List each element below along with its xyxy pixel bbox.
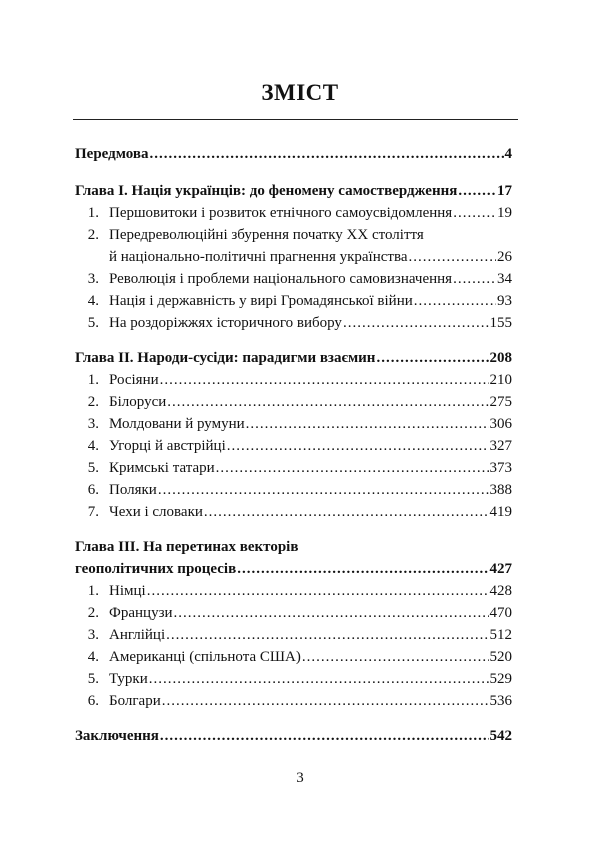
dot-leader bbox=[166, 624, 488, 646]
toc-entry-label: Болгари bbox=[109, 693, 161, 709]
toc-entry[interactable] bbox=[75, 224, 512, 246]
toc-entry-page: 536 bbox=[489, 693, 512, 709]
toc-entry-label: Білоруси bbox=[109, 394, 167, 410]
dot-leader bbox=[343, 312, 489, 334]
dot-leader bbox=[227, 435, 489, 457]
toc-entry-number: 3. bbox=[87, 627, 99, 643]
toc-entry[interactable] bbox=[75, 312, 512, 334]
toc-entry-number: 1. bbox=[87, 205, 99, 221]
toc-entry-page: 388 bbox=[489, 482, 512, 498]
toc-entry-page: 470 bbox=[489, 605, 512, 621]
toc-entry[interactable] bbox=[75, 202, 512, 224]
toc-entry[interactable] bbox=[75, 580, 512, 602]
toc-entry-label: Кримські татари bbox=[109, 460, 215, 476]
toc-entry-page: 17 bbox=[497, 183, 512, 199]
toc-chapter-title: Глава ІІІ. На перетинах векторів bbox=[75, 539, 299, 555]
toc-entry-label: Турки bbox=[109, 671, 148, 687]
dot-leader bbox=[149, 668, 489, 690]
toc-chapter-1[interactable] bbox=[75, 180, 512, 202]
toc-entry-number: 5. bbox=[87, 671, 99, 687]
dot-leader bbox=[149, 143, 503, 165]
toc-entry-number: 2. bbox=[87, 394, 99, 410]
toc-entry-label: Угорці й австрійці bbox=[109, 438, 226, 454]
toc-entry-page: 427 bbox=[489, 561, 512, 577]
toc-chapter-title: геополітичних процесів bbox=[75, 561, 237, 577]
toc-entry-label: Першовитоки і розвиток етнічного самоусвідомлення bbox=[109, 205, 453, 221]
toc-entry-label: Німці bbox=[109, 583, 146, 599]
toc-entry[interactable] bbox=[75, 413, 512, 435]
toc-entry-continuation[interactable] bbox=[75, 246, 512, 268]
toc-entry-label: Чехи і словаки bbox=[109, 504, 203, 520]
dot-leader bbox=[158, 479, 489, 501]
toc-entry[interactable] bbox=[75, 602, 512, 624]
toc-entry-label: Передреволюційні збурення початку ХХ століття bbox=[109, 227, 424, 243]
toc-entry-page: 419 bbox=[489, 504, 512, 520]
toc-chapter-3[interactable] bbox=[75, 536, 512, 558]
toc-entry-conclusion[interactable] bbox=[75, 725, 512, 747]
toc-entry-label: Нація і державність у вирі Громадянської війни bbox=[109, 293, 413, 309]
toc-entry-page: 26 bbox=[497, 249, 512, 265]
toc-entry[interactable] bbox=[75, 646, 512, 668]
toc-entry-label: Американці (спільнота США) bbox=[109, 649, 301, 665]
toc-chapter-3-continuation[interactable] bbox=[75, 558, 512, 580]
toc-entry[interactable] bbox=[75, 690, 512, 712]
table-of-contents bbox=[75, 143, 512, 747]
toc-entry-number: 2. bbox=[87, 227, 99, 243]
toc-entry-page: 93 bbox=[497, 293, 512, 309]
toc-entry-label: Англійці bbox=[109, 627, 166, 643]
dot-leader bbox=[204, 501, 489, 523]
dot-leader bbox=[453, 202, 496, 224]
dot-leader bbox=[162, 690, 489, 712]
toc-chapter-title: Глава ІІ. Народи-сусіди: парадигми взаємин bbox=[75, 350, 376, 366]
dot-leader bbox=[160, 725, 489, 747]
page-number: 3 bbox=[296, 770, 304, 786]
toc-entry[interactable] bbox=[75, 435, 512, 457]
dot-leader bbox=[216, 457, 489, 479]
toc-entry-number: 4. bbox=[87, 438, 99, 454]
toc-entry-page: 520 bbox=[489, 649, 512, 665]
toc-entry[interactable] bbox=[75, 268, 512, 290]
toc-entry-page: 275 bbox=[489, 394, 512, 410]
dot-leader bbox=[147, 580, 489, 602]
toc-entry[interactable] bbox=[75, 369, 512, 391]
dot-leader bbox=[160, 369, 489, 391]
dot-leader bbox=[453, 268, 496, 290]
toc-entry-page: 529 bbox=[489, 671, 512, 687]
dot-leader bbox=[167, 391, 488, 413]
toc-entry-page: 373 bbox=[489, 460, 512, 476]
toc-entry-page: 19 bbox=[497, 205, 512, 221]
toc-entry-number: 3. bbox=[87, 271, 99, 287]
toc-entry-preface[interactable] bbox=[75, 143, 512, 165]
toc-entry-number: 3. bbox=[87, 416, 99, 432]
dot-leader bbox=[376, 347, 488, 369]
toc-entry[interactable] bbox=[75, 668, 512, 690]
toc-entry[interactable] bbox=[75, 290, 512, 312]
toc-entry-page: 34 bbox=[497, 271, 512, 287]
toc-entry-number: 7. bbox=[87, 504, 99, 520]
toc-entry-label: Поляки bbox=[109, 482, 157, 498]
toc-entry-label: Молдовани й румуни bbox=[109, 416, 245, 432]
toc-entry-label: Передмова bbox=[75, 146, 149, 162]
toc-entry-page: 4 bbox=[504, 146, 512, 162]
page-title: ЗМІСТ bbox=[261, 80, 339, 105]
dot-leader bbox=[458, 180, 496, 202]
toc-entry-page: 208 bbox=[489, 350, 512, 366]
toc-entry-page: 155 bbox=[489, 315, 512, 331]
toc-entry[interactable] bbox=[75, 501, 512, 523]
toc-entry-page: 306 bbox=[489, 416, 512, 432]
toc-chapter-title: Глава І. Нація українців: до феномену самоствердження bbox=[75, 183, 458, 199]
toc-entry-number: 1. bbox=[87, 583, 99, 599]
toc-entry[interactable] bbox=[75, 479, 512, 501]
toc-entry-number: 1. bbox=[87, 372, 99, 388]
toc-entry-label: Французи bbox=[109, 605, 173, 621]
toc-entry[interactable] bbox=[75, 624, 512, 646]
dot-leader bbox=[409, 246, 497, 268]
toc-entry-page: 210 bbox=[489, 372, 512, 388]
toc-entry-number: 6. bbox=[87, 693, 99, 709]
dot-leader bbox=[246, 413, 489, 435]
toc-entry-page: 327 bbox=[489, 438, 512, 454]
toc-entry-number: 2. bbox=[87, 605, 99, 621]
dot-leader bbox=[414, 290, 496, 312]
toc-entry-page: 428 bbox=[489, 583, 512, 599]
title-divider bbox=[73, 119, 518, 120]
toc-entry-number: 5. bbox=[87, 460, 99, 476]
toc-entry-label: й національно-політичні прагнення українства bbox=[109, 249, 408, 265]
toc-entry[interactable] bbox=[75, 457, 512, 479]
toc-entry-number: 4. bbox=[87, 649, 99, 665]
dot-leader bbox=[237, 558, 488, 580]
toc-entry-number: 6. bbox=[87, 482, 99, 498]
toc-entry-label: Росіяни bbox=[109, 372, 159, 388]
toc-entry-page: 512 bbox=[489, 627, 512, 643]
toc-entry-number: 4. bbox=[87, 293, 99, 309]
toc-entry[interactable] bbox=[75, 391, 512, 413]
dot-leader bbox=[302, 646, 489, 668]
toc-entry-page: 542 bbox=[489, 728, 512, 744]
toc-entry-label: Заключення bbox=[75, 728, 159, 744]
dot-leader bbox=[174, 602, 489, 624]
toc-entry-label: На роздоріжжях історичного вибору bbox=[109, 315, 342, 331]
toc-chapter-2[interactable] bbox=[75, 347, 512, 369]
toc-entry-label: Революція і проблеми національного самовизначення bbox=[109, 271, 453, 287]
toc-entry-number: 5. bbox=[87, 315, 99, 331]
